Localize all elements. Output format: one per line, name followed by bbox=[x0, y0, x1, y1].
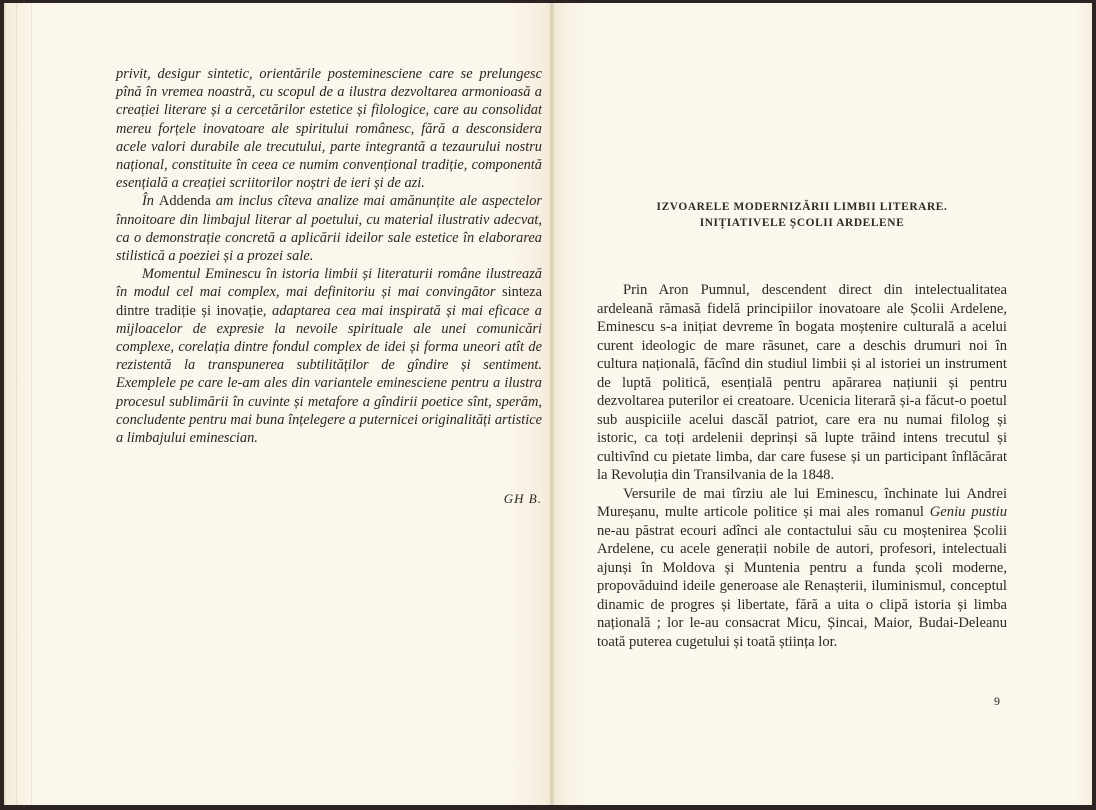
book-gutter bbox=[550, 3, 554, 805]
paragraph bbox=[597, 485, 1007, 652]
paragraph bbox=[116, 265, 542, 447]
text-segment: Versurile de mai tîrziu ale lui Eminescu, închinate lui Andrei Mureșanu, multe articole politice și mai ales romanul bbox=[597, 485, 1007, 520]
paragraph bbox=[116, 192, 542, 265]
paragraph bbox=[597, 281, 1007, 485]
text-segment: am inclus cîteva analize mai amănunțite ale aspectelor înnoitoare din limbajul literar al poetului, cu material ilustrativ adecvat, ca o demonstrație concretă a aplicării ideilor sale estetice în elaborarea stilistică a poeziei și a prozei sale. bbox=[116, 193, 543, 265]
paragraph bbox=[116, 65, 542, 192]
text-segment: adaptarea cea mai inspirată și mai eficace a mijloacelor de expresie la nevoile spirituale ale unei comunicări complexe, corelația dintre fondul complex de idei și forma uneori atît de rezistentă la transpunerea subtilităților de gîndire și sentiment. Exemplele pe care le-am ales din variantele eminesciene pentru a ilustra procesul sublimării în cuvinte și metafore a gîndirii poetice sînt, sperăm, concludente pentru mai buna înțelegere a puternicei originalități artistice a limbajului eminescian. bbox=[116, 302, 542, 447]
text-segment: Prin Aron Pumnul, descendent direct din intelectualitatea ardeleană rămasă fidelă principiilor inovatoare ale Școlii Ardelene, Eminescu s-a inițiat devreme în bogata moștenire culturală a acelui curent ideologic de mare răsunet, care a deschis drumuri noi în cultura națională, făcînd din studiul limbii și al istoriei un instrument de luptă politică, esențială pentru apărarea națiunii și pentru dezvoltarea puterilor ei creatoare. Ucenicia literară și-a făcut-o poetul sub auspiciile acelui dascăl patriot, care era nu numai filolog și istoric, ca toți ardelenii deprinși să lupte trăind intens trecutul și cultivînd cu pietate limba, dar care fusese și un participant înflăcărat la Revoluția din Transilvania de la 1848. bbox=[597, 282, 1007, 483]
page-number: 9 bbox=[994, 694, 1000, 708]
text-segment: sinteza dintre tradiție și inovație, bbox=[116, 284, 542, 319]
text-segment: Momentul Eminescu în istoria limbii și literaturii române ilustrează în modul cel mai complex, mai definitoriu și mai convingător bbox=[116, 266, 542, 301]
text-segment: ne-au păstrat ecouri adînci ale contactului său cu moștenirea Școlii Ardelene, cu acele generații nobile de autori, profesori, intelectuali ajunși în Moldova și Muntenia pentru a funda școli moderne, propovăduind ideile generoase ale Renașterii, iluminismul, conceptul dinamic de progres și libertate, fără a uita o clipă istoria și limba națională ; lor le-au consacrat Micu, Șincai, Maior, Budai-Deleanu toată puterea cugetului și toată știința lor. bbox=[597, 522, 1007, 650]
text-segment: Geniu pustiu bbox=[929, 504, 1007, 520]
text-segment: Addenda bbox=[158, 193, 211, 210]
chapter-heading-line-1: IZVOARELE MODERNIZĂRII LIMBII LITERARE. bbox=[656, 201, 948, 213]
text-segment: privit, desigur sintetic, orientările posteminesciene care se prelungesc pînă în vremea noastră, cu scopul de a ilustra dezvoltarea armonioasă a creației literare și a cercetărilor estetice și filologice, care au consolidat mereu forțele inovatoare ale spiritului românesc, fără a desconsidera acele valori durabile ale trecutului, parte integrantă a tezaurului nostru național, constituite în ceea ce numim convențional tradiție, componentă esențială a creației scriitorilor noștri de ieri și de azi. bbox=[116, 66, 542, 192]
left-page-body bbox=[116, 65, 542, 447]
chapter-heading-line-2: INIȚIATIVELE ȘCOLII ARDELENE bbox=[699, 217, 905, 229]
text-segment: În bbox=[142, 193, 159, 210]
chapter-heading bbox=[582, 199, 1022, 231]
right-page-body bbox=[597, 281, 1007, 651]
author-signature: GH B. bbox=[503, 491, 542, 506]
